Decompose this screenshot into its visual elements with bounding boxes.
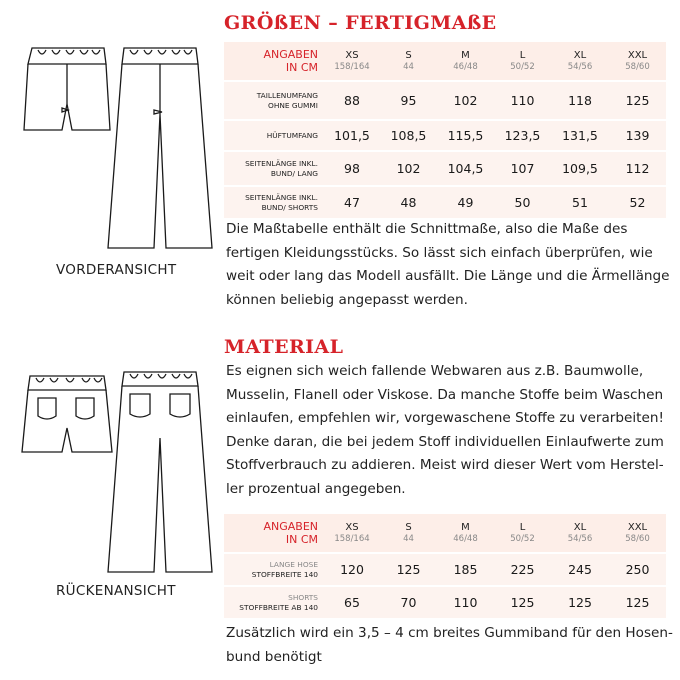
size-col-xs: XS 158/164 [324, 42, 380, 80]
row-label: HÜFTUMFANG [224, 119, 324, 150]
size-col-xl: XL 54/56 [551, 42, 609, 80]
table-row [224, 150, 666, 185]
cell-value: 125 [609, 80, 666, 119]
cell-value: 102 [380, 150, 437, 185]
cell-value: 49 [437, 185, 494, 218]
cell-value: 52 [609, 185, 666, 218]
fabric-table [224, 514, 666, 618]
fabric-table-header [224, 514, 666, 552]
cell-value: 65 [324, 585, 380, 618]
size-col-xl: XL 54/56 [551, 514, 609, 552]
table-row [224, 552, 666, 585]
table-row [224, 585, 666, 618]
fabric-table-header-label: ANGABEN IN CM [224, 514, 324, 552]
cell-value: 101,5 [324, 119, 380, 150]
cell-value: 125 [380, 552, 437, 585]
cell-value: 125 [609, 585, 666, 618]
row-label: SEITENLÄNGE INKL. BUND/ LANG [224, 150, 324, 185]
cell-value: 125 [494, 585, 551, 618]
row-label: LANGE HOSE STOFFBREITE 140 [224, 552, 324, 585]
size-table [224, 42, 666, 218]
back-shorts-illustration [20, 372, 114, 456]
front-shorts-illustration [22, 44, 112, 136]
size-col-l: L 50/52 [494, 514, 551, 552]
cell-value: 109,5 [551, 150, 609, 185]
size-col-m: M 46/48 [437, 42, 494, 80]
cell-value: 185 [437, 552, 494, 585]
size-col-xxl: XXL 58/60 [609, 514, 666, 552]
size-table-header [224, 42, 666, 80]
cell-value: 125 [551, 585, 609, 618]
cell-value: 108,5 [380, 119, 437, 150]
cell-value: 50 [494, 185, 551, 218]
back-view-label: RÜCKENANSICHT [56, 583, 176, 599]
cell-value: 98 [324, 150, 380, 185]
cell-value: 110 [494, 80, 551, 119]
cell-value: 120 [324, 552, 380, 585]
row-label: SEITENLÄNGE INKL. BUND/ SHORTS [224, 185, 324, 218]
cell-value: 139 [609, 119, 666, 150]
size-col-m: M 46/48 [437, 514, 494, 552]
cell-value: 48 [380, 185, 437, 218]
cell-value: 47 [324, 185, 380, 218]
size-col-s: S 44 [380, 42, 437, 80]
cell-value: 102 [437, 80, 494, 119]
table-row [224, 80, 666, 119]
size-col-s: S 44 [380, 514, 437, 552]
back-pants-illustration [102, 368, 218, 580]
size-col-l: L 50/52 [494, 42, 551, 80]
cell-value: 115,5 [437, 119, 494, 150]
cell-value: 51 [551, 185, 609, 218]
cell-value: 131,5 [551, 119, 609, 150]
cell-value: 88 [324, 80, 380, 119]
cell-value: 250 [609, 552, 666, 585]
size-table-header-label: ANGABEN IN CM [224, 42, 324, 80]
cell-value: 95 [380, 80, 437, 119]
cell-value: 70 [380, 585, 437, 618]
table-row [224, 119, 666, 150]
cell-value: 245 [551, 552, 609, 585]
size-col-xs: XS 158/164 [324, 514, 380, 552]
cell-value: 123,5 [494, 119, 551, 150]
material-heading: MATERIAL [224, 336, 344, 358]
row-label: TAILLENUMFANG OHNE GUMMI [224, 80, 324, 119]
row-label: SHORTS STOFFBREITE AB 140 [224, 585, 324, 618]
size-col-xxl: XXL 58/60 [609, 42, 666, 80]
cell-value: 118 [551, 80, 609, 119]
front-pants-illustration [102, 44, 218, 256]
cell-value: 112 [609, 150, 666, 185]
sizes-description: Die Maßtabelle enthält die Schnittmaße, also die Maße des fertigen Kleidungsstücks. So lässt sich einfach überprüfen, wie weit oder lang das Modell ausfällt. Die Länge und die Ärmellänge können beliebig angepasst werden. [226, 221, 670, 308]
elastic-note: Zusätzlich wird ein 3,5 – 4 cm breites Gummiband für den Hosen- bund benötigt [226, 625, 673, 665]
front-view-label: VORDERANSICHT [56, 262, 177, 278]
table-row [224, 185, 666, 218]
material-description: Es eignen sich weich fallende Webwaren aus z.B. Baumwolle, Musselin, Flanell oder Viskose. Da manche Stoffe beim Waschen einlaufen, empfehlen wir, vorgewaschene Stoffe zu verarbeiten! Denke daran, die bei jedem Stoff individuellen Einlaufwerte zum Stoffverbrauch zu addieren. Meist wird dieser Wert vom Herstel- ler prozentual angegeben. [226, 363, 664, 497]
cell-value: 104,5 [437, 150, 494, 185]
cell-value: 110 [437, 585, 494, 618]
sizes-heading: GRÖßEN – FERTIGMAßE [224, 12, 497, 34]
cell-value: 225 [494, 552, 551, 585]
cell-value: 107 [494, 150, 551, 185]
